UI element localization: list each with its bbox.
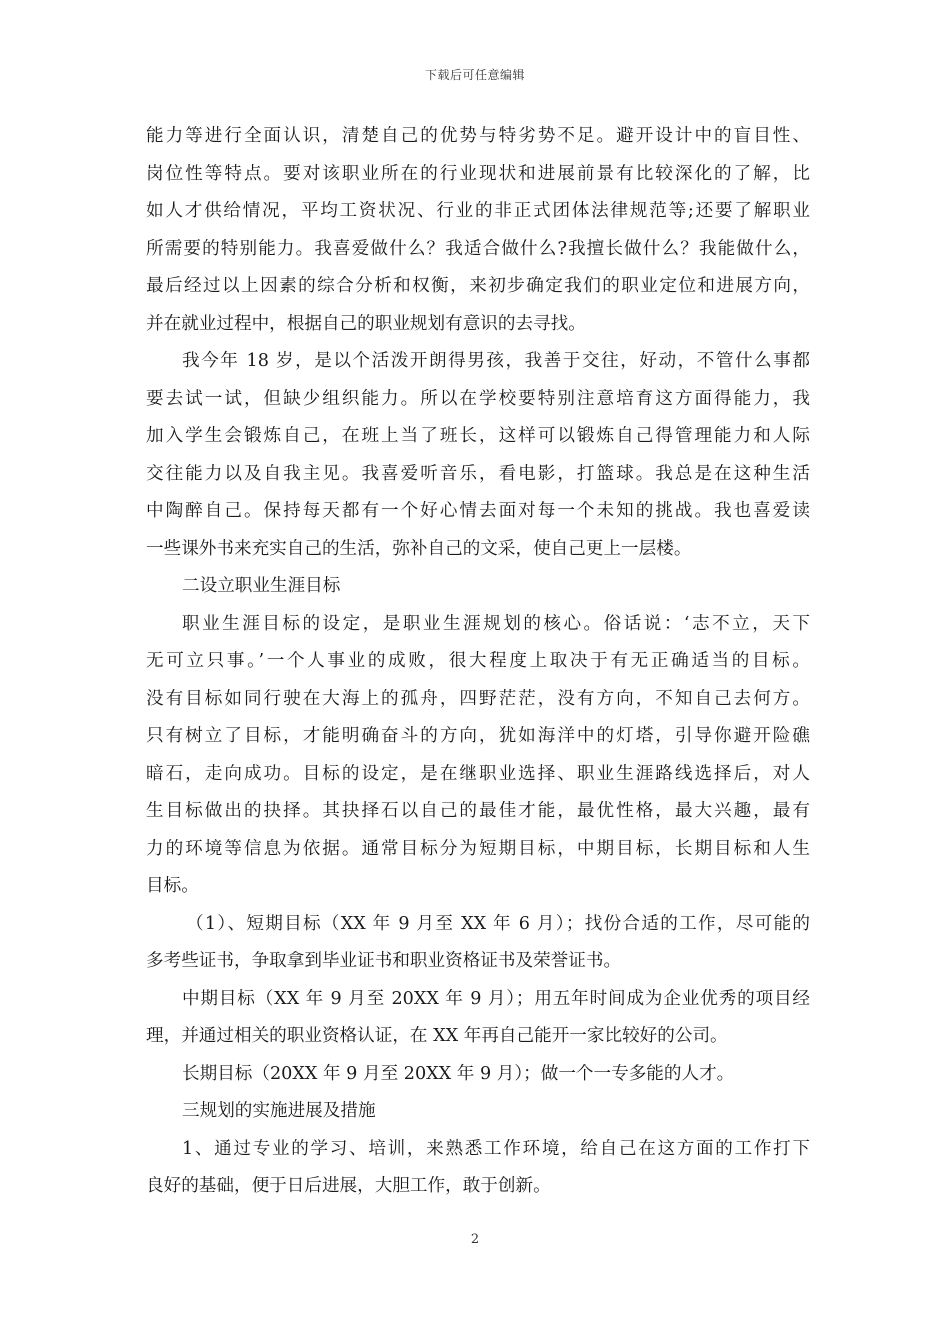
text-line: 要去试一试，但缺少组织能力。所以在学校要特别注意培育这方面得能力，我	[146, 388, 810, 409]
text-line: 中期目标（XX 年 9 月至 20XX 年 9 月）；用五年时间成为企业优秀的项目经	[182, 988, 810, 1009]
text-line: 职业生涯目标的设定，是职业生涯规划的核心。俗话说：‘志不立，天下	[182, 613, 810, 634]
text-line: 加入学生会锻炼自己，在班上当了班长，这样可以锻炼自己得管理能力和人际	[146, 426, 810, 446]
text-line: 良好的基础，便于日后进展，大胆工作，敢于创新。	[146, 1176, 551, 1196]
page-header: 下载后可任意编辑	[424, 68, 525, 82]
text-line: 暗石，走向成功。目标的设定，是在继职业选择、职业生涯路线选择后，对人	[146, 763, 810, 784]
text-line: 力的环境等信息为依据。通常目标分为短期目标，中期目标，长期目标和人生	[146, 838, 810, 859]
document-body	[146, 118, 810, 1206]
text-line: 目标。	[146, 876, 199, 896]
text-line: 我今年 18 岁，是以个活泼开朗得男孩，我善于交往，好动，不管什么事都	[182, 351, 810, 371]
text-line: 如人才供给情况，平均工资状况、行业的非正式团体法律规范等;还要了解职业	[146, 201, 810, 221]
page-number: 2	[470, 1232, 480, 1247]
text-line: 岗位性等特点。要对该职业所在的行业现状和进展前景有比较深化的了解，比	[146, 163, 810, 184]
text-line: 理，并通过相关的职业资格认证，在 XX 年再自己能开一家比较好的公司。	[146, 1026, 728, 1046]
text-line: 1、通过专业的学习、培训，来熟悉工作环境，给自己在这方面的工作打下	[182, 1138, 810, 1159]
text-line: 长期目标（20XX 年 9 月至 20XX 年 9 月）；做一个一专多能的人才。	[182, 1063, 735, 1084]
text-line: 一些课外书来充实自己的生活，弥补自己的文采，使自己更上一层楼。	[146, 538, 692, 559]
text-line: 交往能力以及自我主见。我喜爱听音乐，看电影，打篮球。我总是在这种生活	[146, 463, 810, 484]
text-line: 所需要的特别能力。我喜爱做什么？我适合做什么?我擅长做什么？我能做什么，	[146, 238, 810, 259]
text-line: 没有目标如同行驶在大海上的孤舟，四野茫茫，没有方向，不知自己去何方。	[146, 688, 810, 709]
text-line: 能力等进行全面认识，清楚自己的优势与特劣势不足。避开设计中的盲目性、	[146, 126, 810, 146]
text-line: （1）、短期目标（XX 年 9 月至 XX 年 6 月）；找份合适的工作，尽可能的	[186, 913, 810, 934]
section-heading: 二设立职业生涯目标	[182, 576, 341, 596]
text-line: 多考些证书，争取拿到毕业证书和职业资格证书及荣誉证书。	[146, 951, 622, 971]
text-line: 只有树立了目标，才能明确奋斗的方向，犹如海洋中的灯塔，引导你避开险礁	[146, 726, 810, 746]
text-line: 最后经过以上因素的综合分析和权衡，来初步确定我们的职业定位和进展方向，	[146, 276, 810, 296]
section-heading: 三规划的实施进展及措施	[182, 1101, 376, 1121]
text-line: 无可立只事。’一个人事业的成败，很大程度上取决于有无正确适当的目标。	[146, 651, 810, 671]
text-line: 中陶醉自己。保持每天都有一个好心情去面对每一个未知的挑战。我也喜爱读	[146, 501, 810, 521]
text-line: 并在就业过程中，根据自己的职业规划有意识的去寻找。	[146, 313, 586, 334]
text-line: 生目标做出的抉择。其抉择石以自己的最佳才能，最优性格，最大兴趣，最有	[146, 801, 810, 821]
